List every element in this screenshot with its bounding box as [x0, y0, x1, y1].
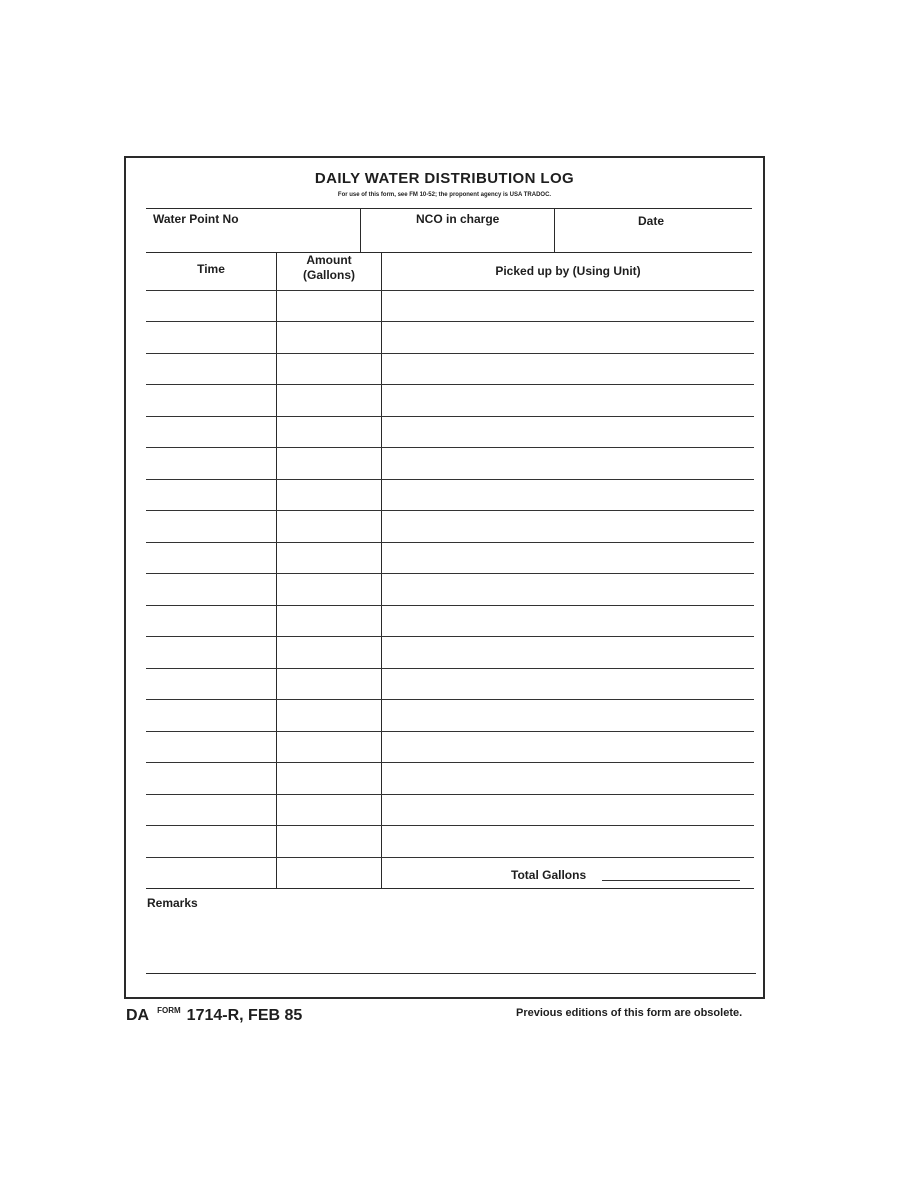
amount-cell[interactable] — [278, 512, 380, 539]
using-unit-cell[interactable] — [383, 764, 753, 791]
amount-cell[interactable] — [278, 449, 380, 476]
using-unit-cell[interactable] — [383, 575, 753, 602]
using-unit-cell[interactable] — [383, 827, 753, 854]
form-identifier — [126, 1006, 302, 1025]
time-cell[interactable] — [147, 575, 275, 602]
amount-cell[interactable] — [278, 670, 380, 697]
using-unit-cell[interactable] — [383, 418, 753, 445]
using-unit-cell[interactable] — [383, 355, 753, 382]
amount-cell[interactable] — [278, 827, 380, 854]
amount-cell[interactable] — [278, 386, 380, 413]
form-number: 1714-R, FEB 85 — [186, 1007, 303, 1024]
amount-cell[interactable] — [278, 701, 380, 728]
nco-in-charge-field[interactable] — [362, 228, 552, 250]
table-row-line — [146, 384, 754, 385]
table-row-line — [146, 825, 754, 826]
time-cell[interactable] — [147, 733, 275, 760]
table-row-line — [146, 447, 754, 448]
header-top-line — [146, 208, 752, 209]
date-field[interactable] — [556, 230, 752, 250]
using-unit-cell[interactable] — [383, 449, 753, 476]
form-word: FORM — [157, 1006, 181, 1015]
using-unit-cell[interactable] — [383, 701, 753, 728]
amount-cell[interactable] — [278, 481, 380, 508]
amount-cell[interactable] — [278, 544, 380, 571]
using-unit-cell[interactable] — [383, 481, 753, 508]
time-cell[interactable] — [147, 701, 275, 728]
amount-cell[interactable] — [278, 764, 380, 791]
amount-cell[interactable] — [278, 796, 380, 823]
table-row-line — [146, 731, 754, 732]
amount-cell[interactable] — [278, 355, 380, 382]
amount-header-line2: (Gallons) — [302, 268, 355, 282]
form-prefix: DA — [126, 1007, 150, 1024]
water-point-label: Water Point No — [153, 212, 239, 226]
remarks-bottom-line — [146, 973, 756, 974]
using-unit-cell[interactable] — [383, 733, 753, 760]
amount-cell[interactable] — [278, 323, 380, 350]
table-row-line — [146, 605, 754, 606]
time-cell[interactable] — [147, 355, 275, 382]
table-row-line — [146, 510, 754, 511]
amount-cell[interactable] — [278, 638, 380, 665]
form-title: DAILY WATER DISTRIBUTION LOG — [314, 170, 575, 187]
using-unit-cell[interactable] — [383, 670, 753, 697]
table-row-line — [146, 668, 754, 669]
using-unit-cell[interactable] — [383, 323, 753, 350]
header-divider-1 — [360, 208, 361, 252]
using-unit-cell[interactable] — [383, 512, 753, 539]
amount-column-header — [277, 253, 381, 283]
using-unit-cell[interactable] — [383, 386, 753, 413]
table-row-line — [146, 699, 754, 700]
total-gallons-field[interactable] — [602, 880, 740, 881]
table-row-line — [146, 479, 754, 480]
using-unit-cell[interactable] — [383, 607, 753, 634]
header-bottom-line — [146, 252, 752, 253]
table-row-line — [146, 573, 754, 574]
time-cell[interactable] — [147, 418, 275, 445]
time-column-header: Time — [197, 262, 225, 276]
amount-cell[interactable] — [278, 575, 380, 602]
time-cell[interactable] — [147, 449, 275, 476]
table-row-line — [146, 857, 754, 858]
nco-in-charge-label: NCO in charge — [416, 212, 500, 226]
table-row-line — [146, 762, 754, 763]
remarks-field[interactable] — [146, 914, 754, 968]
form-box — [124, 156, 765, 999]
amount-cell[interactable] — [278, 607, 380, 634]
picked-up-by-column-header: Picked up by (Using Unit) — [495, 264, 641, 278]
time-cell[interactable] — [147, 386, 275, 413]
amount-cell[interactable] — [278, 733, 380, 760]
amount-cell[interactable] — [278, 292, 380, 319]
time-cell[interactable] — [147, 827, 275, 854]
time-cell[interactable] — [147, 481, 275, 508]
table-row-line — [146, 794, 754, 795]
time-cell[interactable] — [147, 764, 275, 791]
time-cell[interactable] — [147, 323, 275, 350]
remarks-label: Remarks — [147, 896, 198, 910]
obsolete-notice: Previous editions of this form are obsolete. — [516, 1007, 743, 1019]
water-point-field[interactable] — [147, 228, 359, 250]
table-row-line — [146, 416, 754, 417]
table-row-line — [146, 636, 754, 637]
table-row-line — [146, 290, 754, 291]
date-label: Date — [638, 214, 665, 228]
table-row-line — [146, 353, 754, 354]
time-cell[interactable] — [147, 638, 275, 665]
time-cell[interactable] — [147, 512, 275, 539]
time-cell[interactable] — [147, 670, 275, 697]
table-bottom-line — [146, 888, 754, 889]
using-unit-cell[interactable] — [383, 638, 753, 665]
table-row-line — [146, 321, 754, 322]
header-divider-2 — [554, 208, 555, 252]
total-gallons-label: Total Gallons — [511, 868, 587, 882]
using-unit-cell[interactable] — [383, 292, 753, 319]
amount-cell[interactable] — [278, 418, 380, 445]
time-cell[interactable] — [147, 607, 275, 634]
table-row-line — [146, 542, 754, 543]
using-unit-cell[interactable] — [383, 796, 753, 823]
using-unit-cell[interactable] — [383, 544, 753, 571]
form-subtitle: For use of this form, see FM 10-52; the proponent agency is USA TRADOC. — [337, 192, 552, 198]
time-cell[interactable] — [147, 292, 275, 319]
amount-header-line1: Amount — [306, 253, 352, 267]
time-cell[interactable] — [147, 544, 275, 571]
time-cell[interactable] — [147, 796, 275, 823]
